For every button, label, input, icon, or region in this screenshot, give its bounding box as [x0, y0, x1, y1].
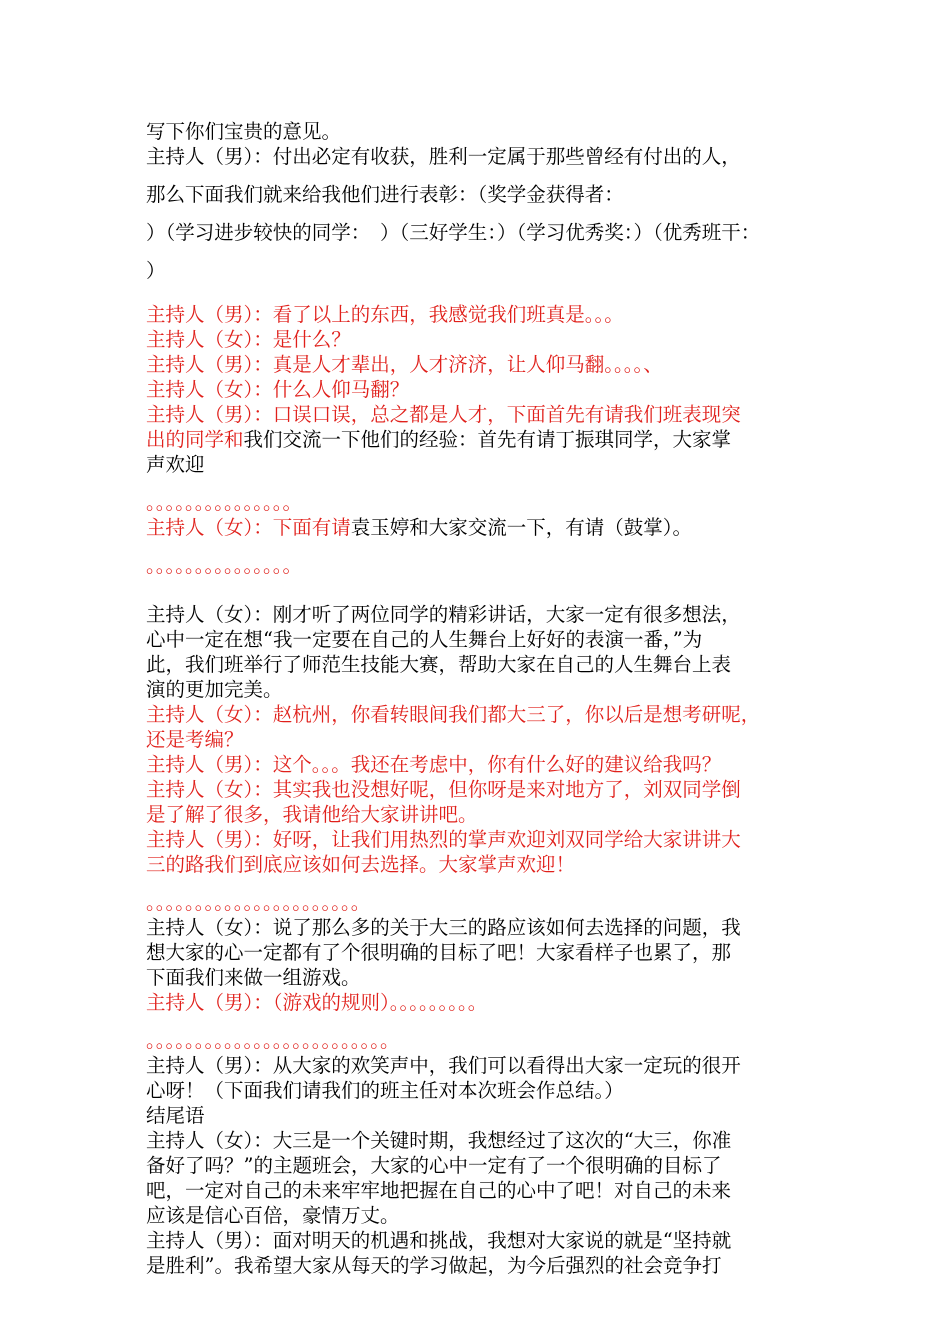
- text-line: 主持人（男）：从大家的欢笑声中，我们可以看得出大家一定玩的很开: [146, 1054, 741, 1077]
- text-line: 声欢迎: [146, 453, 205, 476]
- document-body: [146, 119, 816, 1278]
- text-line: 是了解了很多，我请他给大家讲讲吧。: [146, 803, 478, 826]
- text-line: 主持人（女）：赵杭州，你看转眼间我们都大三了，你以后是想考研呢，: [146, 703, 761, 726]
- text-line: 主持人（男）：好呀，让我们用热烈的掌声欢迎刘双同学给大家讲讲大: [146, 828, 741, 851]
- text-line: 主持人（男）：面对明天的机遇和挑战，我想对大家说的就是“坚持就: [146, 1229, 732, 1252]
- text-line: 主持人（女）：刚才听了两位同学的精彩讲话，大家一定有很多想法，: [146, 603, 741, 626]
- text-line: ）: [146, 259, 166, 282]
- text-line: 应该是信心百倍，豪情万丈。: [146, 1204, 400, 1227]
- text-line: 主持人（女）：其实我也没想好呢，但你呀是来对地方了，刘双同学倒: [146, 778, 741, 801]
- text-line: 还是考编？: [146, 728, 244, 751]
- text-line: 那么下面我们就来给我他们进行表彰：（奖学金获得者：: [146, 183, 624, 206]
- ellipsis-line: 。。。。。。。。。。。。。。。: [146, 554, 303, 577]
- text-line: 写下你们宝贵的意见。: [146, 120, 342, 143]
- text-line: 主持人（男）：看了以上的东西，我感觉我们班真是。。。: [146, 303, 624, 326]
- text-line: 备好了吗？”的主题班会，大家的心中一定有了一个很明确的目标了: [146, 1154, 722, 1177]
- text-line: 此，我们班举行了师范生技能大赛，帮助大家在自己的人生舞台上表: [146, 653, 732, 676]
- ellipsis-line: 。。。。。。。。。。。。。。。。。。。。。。: [146, 891, 371, 914]
- text-line: [146, 427, 816, 452]
- text-line: 下面我们来做一组游戏。: [146, 966, 361, 989]
- ellipsis-line: 。。。。。。。。。。。。。。。。。。。。。。。。。: [146, 1029, 400, 1052]
- text-span-red: 主持人（女）：下面有请: [146, 516, 351, 539]
- text-line: 演的更加完美。: [146, 678, 283, 701]
- text-line: 主持人（女）：是什么？: [146, 328, 351, 351]
- text-line: 心中一定在想“我一定要在自己的人生舞台上好好的表演一番，”为: [146, 628, 703, 651]
- text-line: 三的路我们到底应该如何去选择。大家掌声欢迎！: [146, 853, 576, 876]
- text-line: 主持人（男）：口误口误，总之都是人才，下面首先有请我们班表现突: [146, 403, 741, 426]
- text-span-red: 出的同学和: [146, 428, 244, 451]
- text-line: 主持人（女）：什么人仰马翻？: [146, 378, 410, 401]
- ellipsis-line: 。。。。。。。。。。。。。。。: [146, 491, 303, 514]
- text-line: 主持人（男）：真是人才辈出，人才济济，让人仰马翻。。。。、: [146, 353, 663, 376]
- text-line: 主持人（女）：说了那么多的关于大三的路应该如何去选择的问题，我: [146, 916, 741, 939]
- text-line: 主持人（男）：付出必定有收获，胜利一定属于那些曾经有付出的人，: [146, 145, 741, 168]
- text-line: 是胜利”。我希望大家从每天的学习做起，为今后强烈的社会竞争打: [146, 1254, 722, 1277]
- text-line: 想大家的心一定都有了个很明确的目标了吧！大家看样子也累了，那: [146, 941, 732, 964]
- text-line: ）（学习进步较快的同学： ）（三好学生：）（学习优秀奖：）（优秀班干：: [146, 221, 761, 244]
- text-line: 主持人（男）：（游戏的规则）。。。。。。。。。: [146, 991, 488, 1014]
- text-span-black: 我们交流一下他们的经验：首先有请丁振琪同学，大家掌: [243, 428, 732, 451]
- section-heading: 结尾语: [146, 1104, 205, 1127]
- text-line: 吧，一定对自己的未来牢牢地把握在自己的心中了吧！对自己的未来: [146, 1179, 732, 1202]
- text-line: 主持人（男）：这个。。。我还在考虑中，你有什么好的建议给我吗？: [146, 753, 722, 776]
- text-line: 心呀！（下面我们请我们的班主任对本次班会作总结。）: [146, 1079, 624, 1102]
- text-span-black: 袁玉婷和大家交流一下，有请（鼓掌）。: [350, 516, 693, 539]
- text-line: [146, 515, 816, 540]
- text-line: 主持人（女）：大三是一个关键时期，我想经过了这次的“大三，你准: [146, 1129, 732, 1152]
